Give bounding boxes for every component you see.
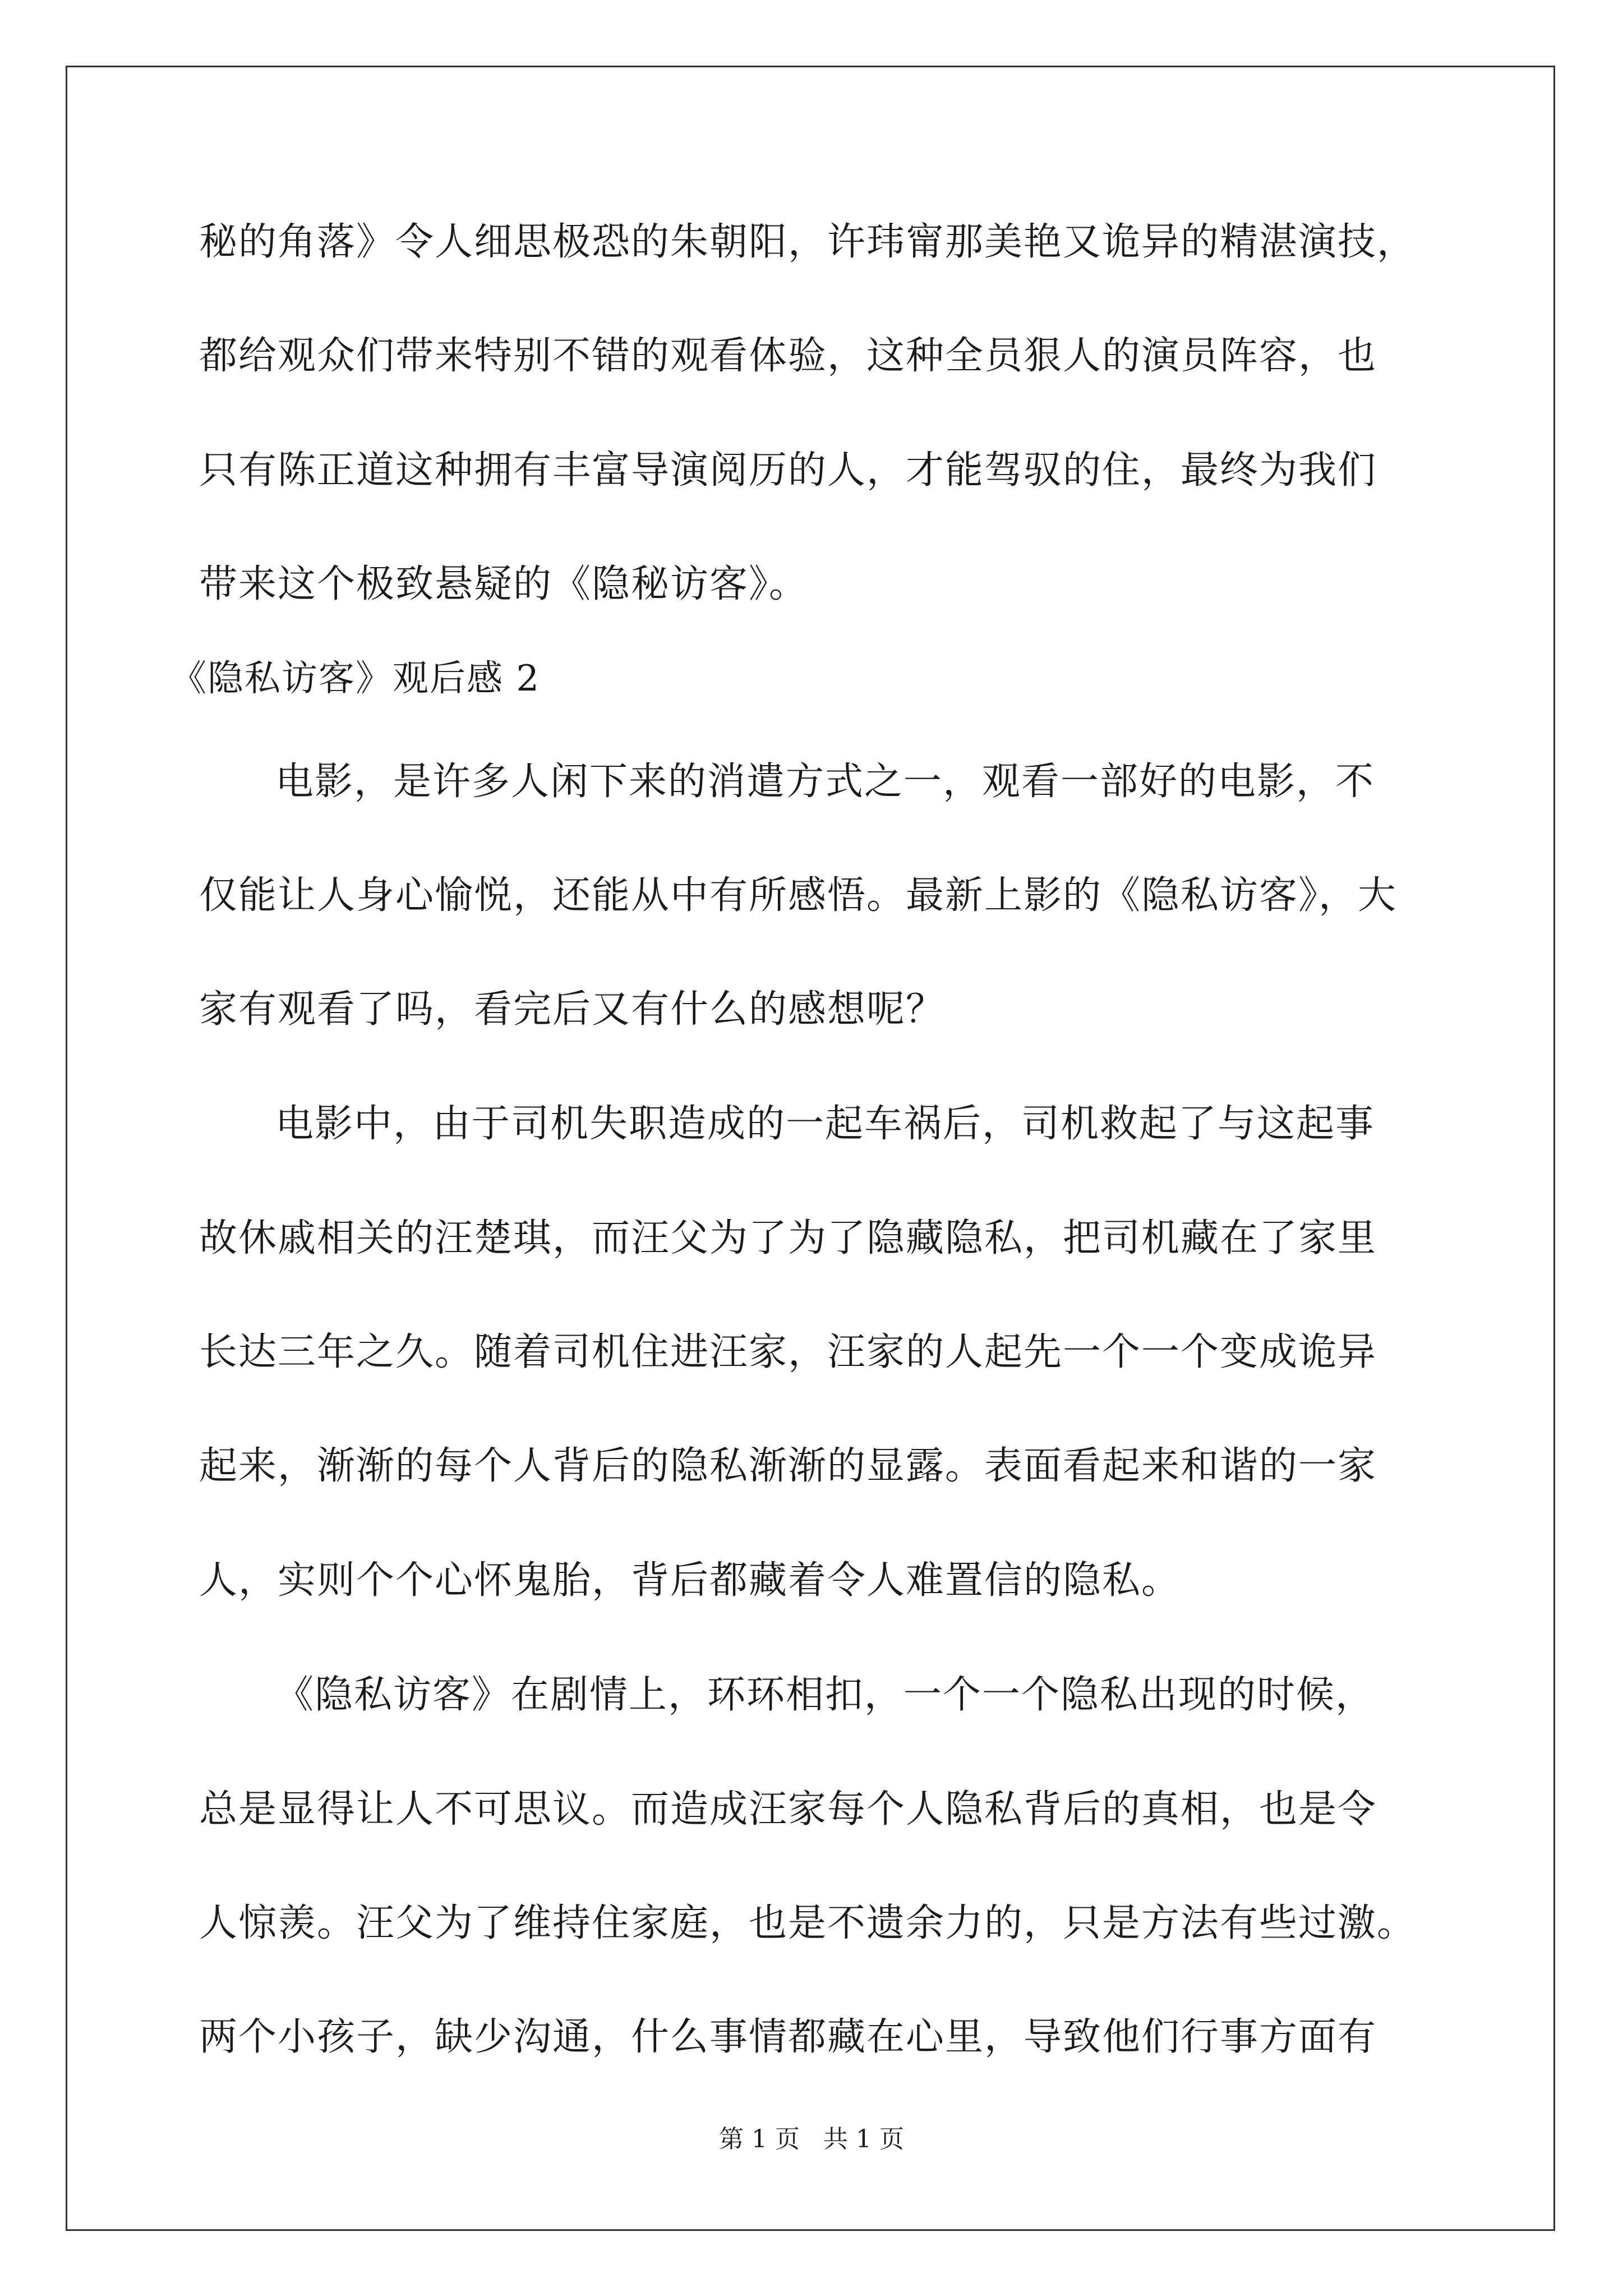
paragraph-line: 起来，渐渐的每个人背后的隐私渐渐的显露。表面看起来和谐的一家 [199, 1444, 1377, 1488]
paragraph-line: 电影中，由于司机失职造成的一起车祸后，司机救起了与这起事 [275, 1102, 1375, 1146]
intro-line: 带来这个极致悬疑的《隐秘访客》。 [199, 562, 809, 606]
paragraph-line: 总是显得让人不可思议。而造成汪家每个人隐私背后的真相，也是令 [199, 1787, 1377, 1832]
paragraph-line: 两个小孩子，缺少沟通，什么事情都藏在心里，导致他们行事方面有 [199, 2015, 1377, 2059]
intro-line: 秘的角落》令人细思极恐的朱朝阳，许玮甯那美艳又诡异的精湛演技， [199, 220, 1417, 264]
paragraph-line: 电影，是许多人闲下来的消遣方式之一，观看一部好的电影，不 [275, 760, 1375, 804]
section-heading: 《隐私访客》观后感 2 [170, 658, 541, 700]
intro-line: 都给观众们带来特别不错的观看体验，这种全员狠人的演员阵容，也 [199, 334, 1377, 378]
paragraph-line: 仅能让人身心愉悦，还能从中有所感悟。最新上影的《隐私访客》，大 [199, 873, 1398, 918]
intro-line: 只有陈正道这种拥有丰富导演阅历的人，才能驾驭的住，最终为我们 [199, 448, 1377, 493]
paragraph-line: 人，实则个个心怀鬼胎，背后都藏着令人难置信的隐私。 [199, 1558, 1181, 1603]
paragraph-line: 家有观看了吗，看完后又有什么的感想呢？ [199, 987, 946, 1032]
paragraph-line: 长达三年之久。随着司机住进汪家，汪家的人起先一个一个变成诡异 [199, 1330, 1377, 1374]
paragraph-line: 人惊羡。汪父为了维持住家庭，也是不遗余力的，只是方法有些过激。 [199, 1901, 1417, 1945]
page-footer: 第 1 页 共 1 页 [719, 2125, 904, 2154]
paragraph-line: 《隐私访客》在剧情上，环环相扣，一个一个隐私出现的时候， [275, 1673, 1375, 1717]
paragraph-line: 故休戚相关的汪楚琪，而汪父为了为了隐藏隐私，把司机藏在了家里 [199, 1216, 1377, 1260]
